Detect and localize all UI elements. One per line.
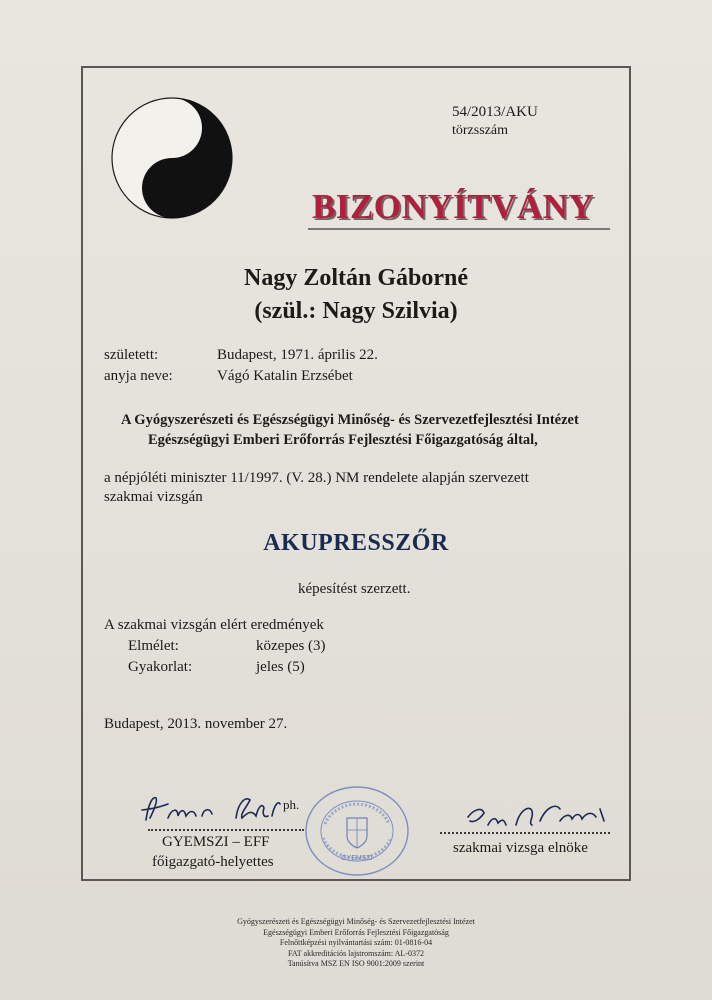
footer-line: FAT akkreditációs lajstromszám: AL-0372: [288, 948, 424, 958]
right-signer-title: szakmai vizsga elnöke: [453, 840, 588, 856]
obtained-text: képesítést szerzett.: [298, 581, 411, 597]
decree-line-1: a népjóléti miniszter 11/1997. (V. 28.) NM rendelete alapján szervezett: [104, 470, 529, 486]
decree-line-2: szakmai vizsgán: [104, 489, 203, 505]
left-signature-line: [148, 829, 304, 831]
born-value: Budapest, 1971. április 22.: [217, 347, 378, 363]
footer-line: Felnőttképzési nyilvántartási szám: 01-0816-04: [279, 938, 433, 947]
holder-maiden-name: (szül.: Nagy Szilvia): [254, 298, 458, 324]
ph-mark: ph.: [283, 797, 300, 812]
issuer-line-2: Egészségügyi Emberi Erőforrás Fejlesztési Főigazgatóság által,: [148, 432, 538, 448]
official-stamp: [303, 784, 411, 878]
title-underline: [308, 228, 610, 230]
left-signature: [138, 788, 298, 828]
footer-line: Tanúsítva MSZ EN ISO 9001:2009 szerint: [287, 959, 425, 968]
result-value-practice: jeles (5): [256, 659, 305, 675]
footer-line: Egészségügyi Emberi Erőforrás Fejlesztési Főigazgatóság: [263, 927, 449, 937]
yin-yang-icon: [110, 96, 234, 220]
born-label: született:: [104, 347, 159, 363]
left-signer-org: GYEMSZI – EFF: [162, 834, 270, 850]
qualification-title: AKUPRESSZŐR: [263, 530, 449, 556]
mother-value: Vágó Katalin Erzsébet: [217, 368, 353, 384]
registration-label: törzsszám: [452, 123, 508, 138]
stamp-text: GYEMSZI: [341, 855, 373, 862]
right-signature-line: [440, 832, 610, 834]
mother-label: anyja neve:: [104, 368, 173, 384]
issuer-line-1: A Gyógyszerészeti és Egészségügyi Minőség- és Szervezetfejlesztési Intézet: [121, 412, 579, 428]
issuer-footer: [0, 917, 712, 970]
result-label-practice: Gyakorlat:: [128, 659, 193, 675]
left-signer-title: főigazgató-helyettes: [152, 854, 274, 870]
certificate-title: BIZONYÍTVÁNY: [312, 187, 595, 226]
registration-number: 54/2013/AKU: [452, 104, 538, 120]
place-and-date: Budapest, 2013. november 27.: [104, 716, 288, 732]
results-heading: A szakmai vizsgán elért eredmények: [104, 617, 324, 633]
result-label-theory: Elmélet:: [128, 638, 179, 654]
holder-name: Nagy Zoltán Gáborné: [243, 265, 468, 291]
footer-line: Gyógyszerészeti és Egészségügyi Minőség- és Szervezetfejlesztési Intézet: [237, 917, 475, 926]
result-value-theory: közepes (3): [256, 638, 326, 654]
right-signature: [460, 795, 620, 835]
